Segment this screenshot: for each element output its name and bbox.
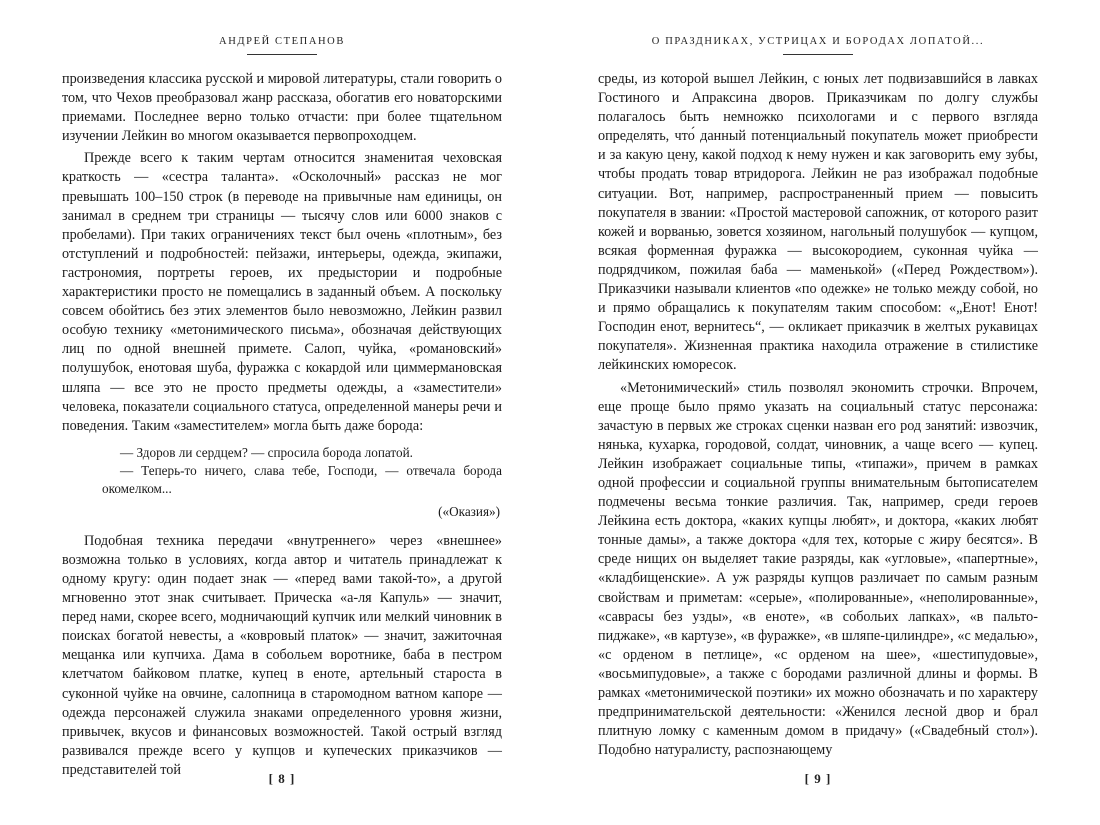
running-head-left: АНДРЕЙ СТЕПАНОВ: [219, 36, 345, 47]
left-page-body: [62, 70, 502, 780]
quote-line: — Здоров ли сердцем? — спросила борода лопатой.: [120, 444, 413, 460]
right-page: [598, 0, 1038, 825]
quote-source: («Оказия»): [438, 503, 500, 519]
left-page: [62, 0, 502, 825]
running-head-right: О ПРАЗДНИКАХ, УСТРИЦАХ И БОРОДАХ ЛОПАТОЙ...: [651, 36, 985, 47]
paragraph: Прежде всего к таким чертам относится знаменитая чеховская краткость — «сестра таланта». «Осколочный» рассказ не мог превышать 100–150 строк (в переводе на привычные нам единицы, он занимал в среднем три страницы — тысячу слов или 6000 знаков с пробелами). При таких ограничениях текст был очень «плотным», без отступлений и подробностей: пейзажи, интерьеры, одежда, экипажи, гастрономия, портреты героев, их предыстории и подробные характеристики просто не помещались в заданный объем. А поскольку совсем обойтись без этих элементов было невозможно, Лейкин развил особую технику «метонимического письма», обозначая действующих лиц по одной внешней примете. Салоп, чуйка, «романовский» полушубок, енотовая шуба, фуражка с кокардой или циммермановская шляпа — все это не просто предметы одежды, а «заместители» человека, показатели социального статуса, определенной манеры речи и поведения. Таким «заместителем» могла быть даже борода:: [62, 150, 502, 434]
running-head-rule-left: [247, 54, 317, 55]
paragraph: среды, из которой вышел Лейкин, с юных лет подвизавшийся в лавках Гостиного и Апраксина дворов. Приказчикам по долгу службы полагалось быть немножко психологами и с первого взгляда определять, что́ данный потенциальный покупатель может приобрести и за какую цену, какой подход к нему нужен и как заговорить ему зубы, чтобы продать товар втридорога. Лейкин не раз изображал подобные ситуации. Вот, например, распространенный прием — повысить покупателя в звании: «Простой мастеровой сапожник, от которого разит кожей и ворванью, зовется хозяином, нагольный полушубок — купцом, всякая форменная фуражка — высокородием, суконная чуйка — подрядчиком, пожилая баба — маменькой» («Перед Рождеством»). Приказчики называли клиентов «по одежке» не только между собой, но и прямо обращались к покупателям таким способом: «„Енот! Енот! Господин енот, вернитесь“, — окликает приказчик в желтых рукавицах покупателя». Жизненная практика находила отражение в стилистике лейкинских юморесок.: [598, 71, 1038, 374]
right-page-body: [598, 70, 1038, 760]
paragraph: «Метонимический» стиль позволял экономить строчки. Впрочем, еще проще было прямо указать на социальный статус персонажа: зачастую в первых же строках сценки назван его род занятий: извозчик, нянька, кухарка, городовой, солдат, чиновник, а чаще всего — купец. Лейкин изображает социальные типы, «типажи», причем в рамках одной профессии и социальной группы внимательным бытописателем подмечены весьма тонкие различия. Так, например, среди героев Лейкина есть доктора, «каких купцы любят», и доктора, «каких любят тонные дамы», а также доктора «для тех, которые с жиру бесятся». В среде нищих он выделяет такие разряды, как «угловые», «папертные», «кладбищенские». А уж разряды купцов различает по самым разным свойствам и приметам: «серые», «полированные», «неполированные», «саврасы без узды», «в еноте», «в собольих лапках», «в пальто-пиджаке», «в картузе», «в фуражке», «в шляпе-цилиндре», «с медалью», «с орденом в петлице», «с орденом на шее», «шестипудовые», «восьмипудовые», а также с бородами различной длины и формы. В рамках «метонимической поэтики» их можно обозначать и по характеру предпринимательской деятельности: «Женился лесной двор и брал плитную ломку с каменным домом в придачу» («Свадебный стол»). Подобно натуралисту, распознающему: [598, 379, 1038, 759]
page-number-left: [ 8 ]: [268, 771, 296, 786]
block-quote: [102, 444, 502, 521]
paragraph: произведения классика русской и мировой литературы, стали говорить о том, что Чехов преобразовал жанр рассказа, обогатив его новаторскими приемами. Последнее верно только отчасти: при более тщательном изучении Лейкин во многом оказывается первопроходцем.: [62, 71, 502, 145]
page-number-right: [ 9 ]: [804, 771, 832, 786]
quote-line: — Теперь-то ничего, слава тебе, Господи, — отвечала борода окомелком...: [102, 462, 502, 496]
running-head-rule-right: [783, 54, 853, 55]
paragraph: Подобная техника передачи «внутреннего» через «внешнее» возможна только в условиях, когда автор и читатель принадлежат к одному кругу: один подает знак — «перед вами такой-то», а другой мгновенно этот знак считывает. Прическа «а-ля Капуль» — значит, перед нами, скорее всего, модничающий купчик или мелкий чиновник в поисках богатой невесты, а «ковровый платок» — значит, зажиточная мещанка или купчиха. Дама в собольем воротнике, баба в пестром клетчатом байковом платке, купец в еноте, артельный староста в суконной чуйке на овчине, салопница в старомодном ватном капоре — одежда персонажей служила знаками определенного уровня жизни, привычек, вкусов и финансовых возможностей. Такой острый взгляд развивался прежде всего у купцов и купеческих приказчиков — представителей той: [62, 532, 502, 778]
